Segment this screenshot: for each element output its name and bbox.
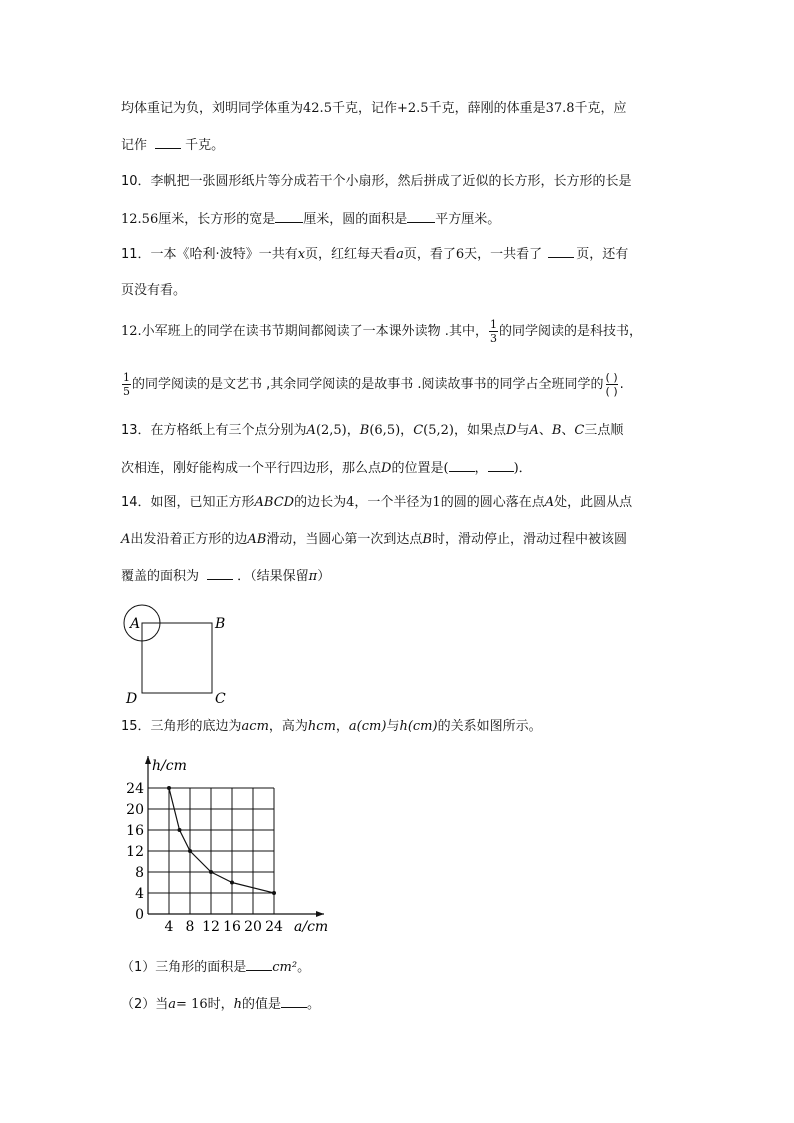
question-12-line1: 12.小军班上的同学在读书节期间都阅读了一本课外读物 .其中， $\frac{1}{3}$ 的同学阅读的是科技书，	[121, 318, 642, 345]
x-tick-label: 20	[244, 919, 262, 935]
x-tick-label: 16	[223, 919, 241, 935]
question-10-line1: 10．李帆把一张圆形纸片等分成若干个小扇形，然后拼成了近似的长方形，长方形的长是	[121, 174, 632, 189]
square-abcd	[142, 623, 212, 693]
answer-blank[interactable]	[155, 136, 181, 149]
data-point	[230, 881, 234, 885]
question-14-line1: 14．如图，已知正方形ABCD的边长为4，一个半径为1的圆的圆心落在点A处，此圆从点	[121, 495, 633, 510]
answer-blank[interactable]	[281, 995, 307, 1008]
y-axis-label: h/cm	[152, 758, 187, 774]
y-tick-label: 16	[126, 823, 144, 839]
series-curve	[169, 788, 274, 893]
x-tick-label: 24	[265, 919, 283, 935]
answer-blank[interactable]	[407, 210, 435, 223]
answer-blank-x[interactable]	[449, 459, 475, 472]
y-tick-label: 8	[135, 865, 144, 881]
answer-fraction-blank[interactable]: $\frac{( )}{( )}$	[605, 371, 618, 398]
question-12-line2: $\frac{1}{5}$ 的同学阅读的是文艺书 ,其余同学阅读的是故事书 .阅读故事书的同学占全班同学的 $\frac{( )}{( )}$ .	[123, 371, 624, 398]
question-14-line3: 覆盖的面积为 ．（结果保留π）	[121, 569, 331, 584]
y-tick-label: 12	[126, 844, 144, 860]
fraction-one-fifth: $\frac{1}{5}$	[123, 371, 130, 398]
question-11-line2: 页没有看。	[121, 283, 187, 298]
question-13-line2: 次相连，刚好能构成一个平行四边形，那么点D的位置是( ， )．	[121, 461, 532, 476]
y-tick-label: 0	[135, 907, 144, 923]
answer-blank-y[interactable]	[488, 459, 514, 472]
h-vs-a-chart	[118, 748, 348, 938]
square-circle-figure	[118, 600, 238, 710]
question-11-line1: 11．一本《哈利·波特》一共有x页，红红每天看a页，看了6天，一共看了 页，还有	[121, 247, 629, 262]
y-tick-label: 24	[126, 781, 144, 797]
answer-blank[interactable]	[275, 210, 303, 223]
q9-continuation-line2: 记作 千克。	[121, 138, 225, 153]
label-a: A	[130, 616, 141, 632]
y-tick-label: 20	[126, 802, 144, 818]
x-tick-label: 4	[164, 919, 174, 935]
data-point	[209, 870, 213, 874]
x-tick-label: 8	[185, 919, 195, 935]
question-13-line1: 13．在方格纸上有三个点分别为A(2,5)，B(6,5)，C(5,2)，如果点D与A、B、C三点顺	[121, 423, 624, 438]
data-point	[178, 828, 182, 832]
label-d: D	[126, 691, 138, 707]
label-b: B	[215, 616, 226, 632]
data-point	[188, 849, 192, 853]
question-15-part1: （1）三角形的面积是 cm²。	[121, 960, 311, 975]
x-tick-label: 12	[202, 919, 220, 935]
answer-blank[interactable]	[207, 567, 233, 580]
data-point	[167, 786, 171, 790]
answer-blank[interactable]	[246, 958, 272, 971]
answer-blank[interactable]	[548, 245, 574, 258]
question-10-line2: 12.56厘米，长方形的宽是 厘米，圆的面积是 平方厘米。	[121, 212, 501, 227]
question-14-line2: A出发沿着正方形的边AB滑动，当圆心第一次到达点B时，滑动停止，滑动过程中被该圆	[121, 532, 627, 547]
y-axis-arrow	[145, 756, 151, 764]
label-c: C	[215, 691, 226, 707]
q9-continuation-line1: 均体重记为负，刘明同学体重为42.5千克，记作+2.5千克，薛刚的体重是37.8千克，应	[121, 101, 627, 116]
question-15-part2: （2）当a= 16时，h的值是 。	[121, 997, 321, 1012]
fraction-one-third: $\frac{1}{3}$	[489, 318, 497, 345]
x-axis-label: a/cm	[294, 919, 329, 935]
question-15-line1: 15．三角形的底边为acm，高为hcm，a(cm)与h(cm)的关系如图所示。	[121, 719, 542, 734]
data-point	[272, 891, 276, 895]
x-axis-arrow	[316, 911, 324, 917]
y-tick-label: 4	[135, 886, 144, 902]
